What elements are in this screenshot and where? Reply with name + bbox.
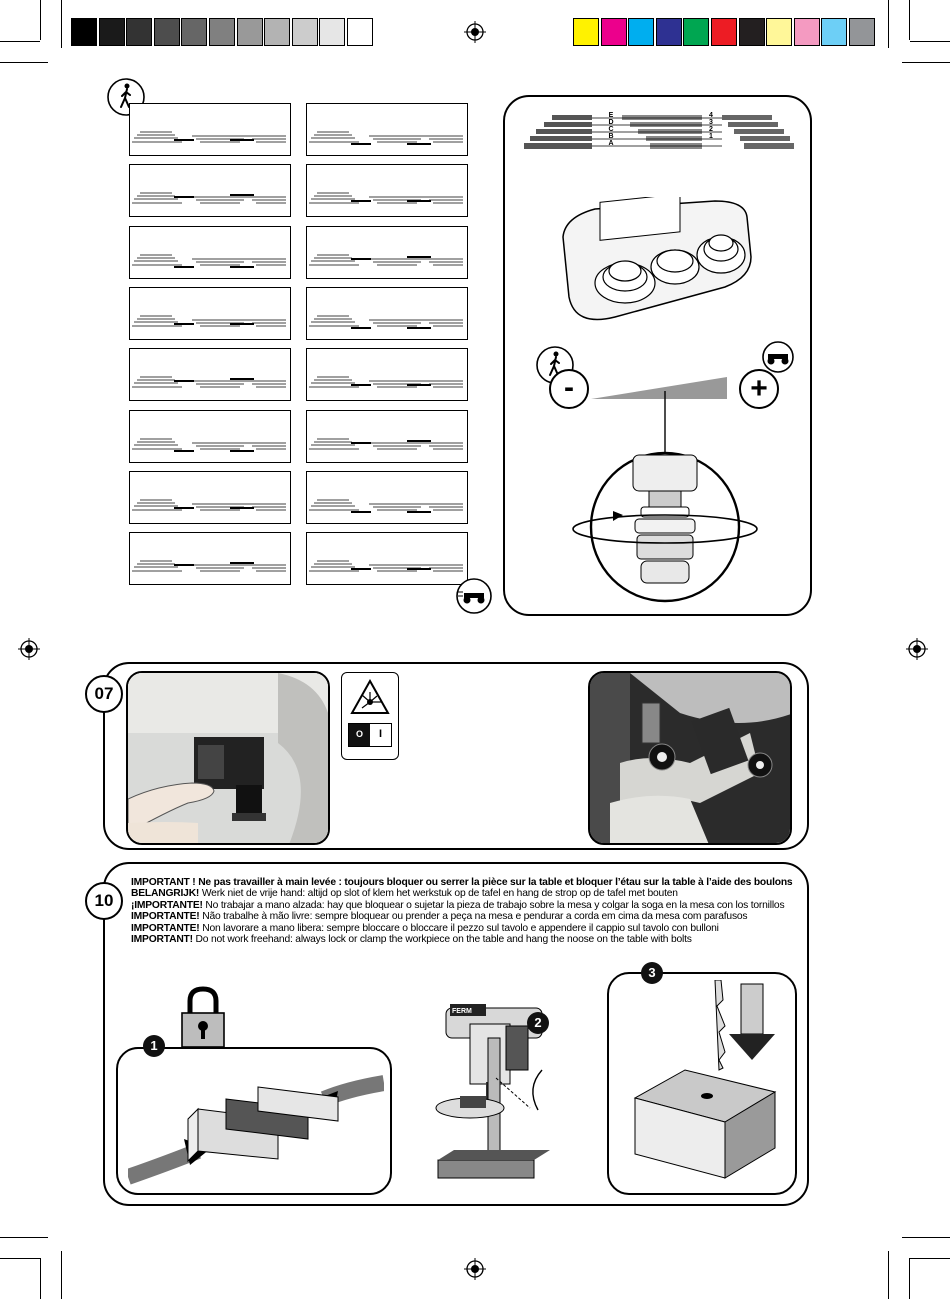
color-swatch (766, 18, 792, 46)
crop-mark (902, 1237, 950, 1238)
laser-module-photo (588, 671, 792, 845)
belt-position-diagram (129, 164, 291, 217)
color-swatch (628, 18, 654, 46)
belt-position-diagram (306, 471, 468, 524)
crop-mark (61, 1251, 62, 1299)
color-swatch (711, 18, 737, 46)
gray-swatch (126, 18, 152, 46)
belt-position-diagram (306, 164, 468, 217)
switch-off-label: O (349, 724, 370, 746)
registration-target-icon (18, 638, 40, 660)
belt-position-diagram (129, 410, 291, 463)
switch-on-label: I (370, 724, 391, 746)
color-swatch (794, 18, 820, 46)
crop-mark (902, 62, 950, 63)
spindle-rotation-magnifier (565, 387, 765, 612)
belt-position-diagram (129, 103, 291, 156)
gray-swatch (264, 18, 290, 46)
pulley-housing-illustration (555, 197, 755, 329)
color-swatch (601, 18, 627, 46)
belt-position-diagram (306, 348, 468, 401)
race-car-icon (757, 341, 799, 373)
color-swatch (849, 18, 875, 46)
warning-line-fr: IMPORTANT ! Ne pas travailler à main levée : toujours bloquer ou serrer la pièce sur la table et bloquer l’étau sur la table à l’aide des boulons (131, 877, 793, 888)
color-swatch (821, 18, 847, 46)
decrease-speed-symbol: - (549, 369, 589, 409)
crop-mark (888, 1251, 889, 1299)
speed-letter-labels: E D C B A (608, 112, 614, 147)
color-swatch (739, 18, 765, 46)
warning-line-pt: IMPORTANTE! Não trabalhe à mão livre: sempre bloquear ou prender a peça na mesa e pendurar a corda em cima da mesa com parafusos (131, 911, 748, 923)
gray-swatch (71, 18, 97, 46)
color-swatch (573, 18, 599, 46)
increase-speed-symbol: + (739, 369, 779, 409)
gray-swatch (99, 18, 125, 46)
warning-line-es: ¡IMPORTANTE! No trabajar a mano alzada: hay que bloquear o sujetar la pieza de trabajo sobre la mesa y colgar la soga en la mesa con los tornillos (131, 899, 785, 911)
belt-position-diagram (306, 103, 468, 156)
drilling-workpiece-frame (607, 972, 797, 1195)
gray-swatch (347, 18, 373, 46)
belt-position-diagram (129, 532, 291, 585)
gray-swatch (181, 18, 207, 46)
clamp-workpiece-frame (116, 1047, 392, 1195)
color-swatch (656, 18, 682, 46)
crop-mark (40, 1258, 41, 1299)
belt-position-diagram (306, 532, 468, 585)
color-swatch (683, 18, 709, 46)
crop-mark (40, 0, 41, 40)
vice-jaws-illustration (128, 1059, 384, 1187)
laser-warning-icon (350, 679, 390, 715)
crop-mark (61, 0, 62, 48)
belt-position-diagram (129, 226, 291, 279)
sub-step-1-badge: 1 (143, 1035, 165, 1057)
safety-warning-text (131, 877, 791, 945)
registration-target-icon (464, 1258, 486, 1280)
warning-line-nl: BELANGRIJK! Werk niet de vrije hand: altijd op slot of klem het werkstuk op de tafel en hang de strop op de tafel met bouten (131, 888, 678, 900)
step-number-badge: 10 (85, 882, 123, 920)
belt-position-diagram (306, 226, 468, 279)
pulley-speed-panel (503, 95, 812, 616)
gray-swatch (319, 18, 345, 46)
crop-mark (909, 0, 910, 40)
laser-switch-symbol-card (341, 672, 399, 760)
race-car-icon (454, 578, 494, 614)
gray-swatch (292, 18, 318, 46)
crop-mark (0, 1258, 40, 1259)
sub-step-3-badge: 3 (641, 962, 663, 984)
gray-swatch (154, 18, 180, 46)
belt-position-diagram (306, 287, 468, 340)
drill-bit-illustration (625, 980, 785, 1188)
sub-step-2-badge: 2 (527, 1012, 549, 1034)
gray-swatch (209, 18, 235, 46)
crop-mark (910, 41, 950, 42)
step-number-badge: 07 (85, 675, 123, 713)
padlock-icon (178, 985, 228, 1049)
belt-position-diagram (129, 287, 291, 340)
crop-mark (910, 1258, 950, 1259)
warning-line-it: IMPORTANTE! Non lavorare a mano libera: sempre bloccare o bloccare il pezzo sul tavolo e appendere il cappio sul tavolo con bulloni (131, 922, 719, 934)
belt-position-diagram (306, 410, 468, 463)
warning-line-en: IMPORTANT! Do not work freehand: always lock or clamp the workpiece on the table and hang the noose on the table with bolts (131, 934, 692, 946)
crop-mark (0, 1237, 48, 1238)
registration-target-icon (464, 21, 486, 43)
belt-position-diagram (129, 348, 291, 401)
registration-target-icon (906, 638, 928, 660)
gray-swatch (237, 18, 263, 46)
svg-text:FERM: FERM (452, 1008, 472, 1015)
crop-mark (909, 1258, 910, 1299)
speed-number-labels: 4 3 2 1 (709, 112, 713, 140)
laser-switch-photo (126, 671, 330, 845)
on-off-switch-symbol (348, 723, 392, 747)
crop-mark (888, 0, 889, 48)
belt-position-diagram (129, 471, 291, 524)
pulley-stack-diagram (522, 111, 797, 159)
crop-mark (0, 62, 48, 63)
crop-mark (0, 41, 40, 42)
